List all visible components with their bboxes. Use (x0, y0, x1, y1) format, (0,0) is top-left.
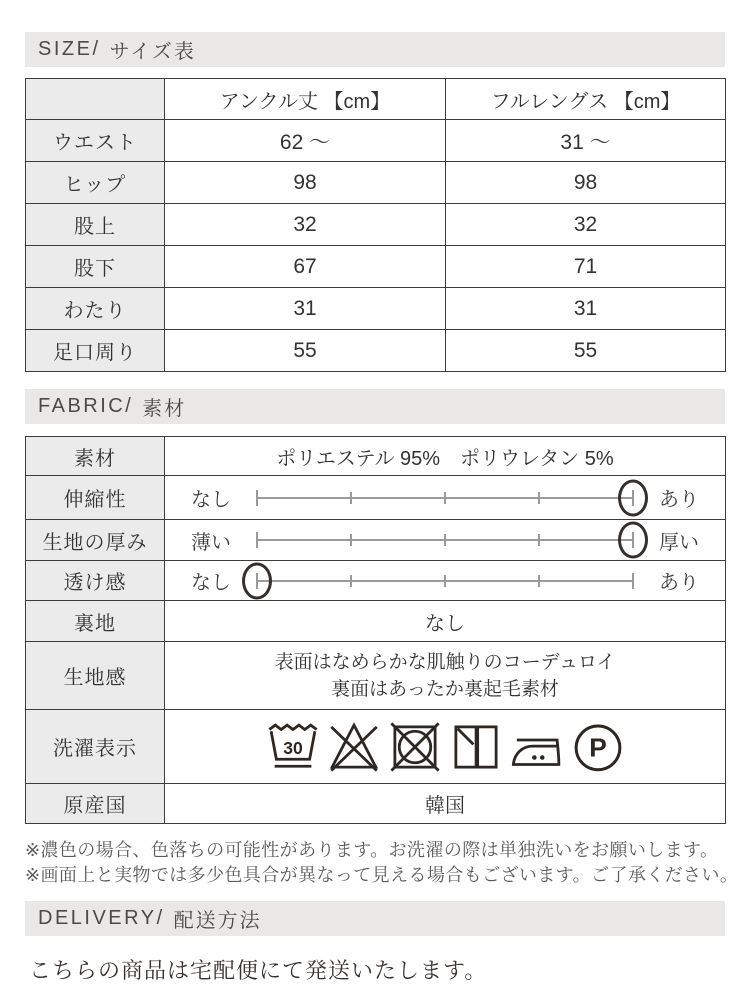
note-line: ※画面上と実物では多少色具合が異なって見える場合もございます。ご了承ください。 (25, 865, 739, 885)
fabric-row-label: 伸縮性 (26, 476, 165, 520)
scale-right-label: 厚い (659, 531, 699, 554)
do-not-bleach-icon (326, 719, 382, 775)
fabric-section-title-en: FABRIC/ (38, 395, 134, 417)
dry-clean-p-icon (570, 719, 626, 775)
table-row (26, 330, 726, 372)
stretch-scale-cell (165, 476, 726, 520)
fabric-section-header (25, 389, 725, 424)
size-value: 98 (165, 162, 446, 204)
size-value: 31 (446, 288, 726, 330)
size-row-label: わたり (26, 288, 165, 330)
fabric-material-row (26, 437, 726, 476)
size-table-header-row (26, 79, 726, 120)
fabric-row-label: 素材 (26, 437, 165, 476)
fabric-texture-row (26, 642, 726, 710)
scale-left-label: 薄い (191, 531, 231, 554)
fabric-row-label: 裏地 (26, 601, 165, 642)
texture-value (165, 642, 726, 710)
fabric-thickness-row (26, 520, 726, 561)
table-row (26, 288, 726, 330)
scale-tick (256, 532, 258, 548)
scale-level-marker-icon (618, 479, 648, 516)
line-dry-in-shade-icon (448, 719, 504, 775)
scale-left-label: なし (191, 489, 231, 511)
fabric-row-label: 生地感 (26, 642, 165, 710)
size-section-title-en: SIZE/ (38, 38, 101, 60)
scale-tick (632, 573, 634, 589)
scale-level-marker-icon (242, 562, 272, 599)
size-col-header-ankle: アンクル丈 【cm】 (165, 79, 446, 120)
wash-30-gentle-icon (265, 719, 321, 775)
note-line: ※濃色の場合、色落ちの可能性があります。お洗濯の際は単独洗いをお願いします。 (25, 840, 719, 860)
scale-right-label: あり (659, 572, 699, 594)
stretch-scale (257, 480, 633, 516)
size-row-label: 股上 (26, 204, 165, 246)
size-value: 62 〜 (165, 120, 446, 162)
scale-tick (444, 492, 446, 504)
scale-tick (538, 492, 540, 504)
fabric-row-label: 洗濯表示 (26, 710, 165, 784)
size-row-label: ヒップ (26, 162, 165, 204)
fabric-lining-row (26, 601, 726, 642)
size-row-label: 股下 (26, 246, 165, 288)
fabric-row-label: 原産国 (26, 784, 165, 824)
texture-line2: 裏面はあったか裏起毛素材 (331, 678, 559, 700)
size-section-header (25, 32, 725, 67)
delivery-section-title-jp: 配送方法 (173, 910, 262, 932)
size-value: 32 (165, 204, 446, 246)
size-value: 67 (165, 246, 446, 288)
iron-medium-icon (509, 719, 565, 775)
sheerness-scale (257, 563, 633, 599)
origin-value: 韓国 (165, 784, 726, 824)
size-value: 31 (165, 288, 446, 330)
fabric-sheerness-row (26, 561, 726, 601)
scale-tick (444, 575, 446, 587)
lining-value: なし (165, 601, 726, 642)
care-symbols-cell (165, 710, 726, 784)
size-value: 31 〜 (446, 120, 726, 162)
fabric-care-row (26, 710, 726, 784)
scale-tick (256, 490, 258, 506)
size-value: 55 (165, 330, 446, 372)
size-table (25, 78, 726, 372)
scale-tick (538, 534, 540, 546)
svg-text:P: P (588, 732, 607, 763)
delivery-method-text: こちらの商品は宅配便にて発送いたします。 (29, 958, 488, 983)
thickness-scale (257, 522, 633, 558)
sheerness-scale-cell (165, 561, 726, 601)
care-notes (25, 838, 745, 888)
thickness-scale-cell (165, 520, 726, 561)
fabric-material-value: ポリエステル 95% ポリウレタン 5% (165, 437, 726, 476)
size-value: 32 (446, 204, 726, 246)
do-not-tumble-dry-icon (387, 719, 443, 775)
size-row-label: 足口周り (26, 330, 165, 372)
size-section-title-jp: サイズ表 (109, 41, 196, 63)
table-row (26, 204, 726, 246)
size-value: 71 (446, 246, 726, 288)
delivery-section-header (25, 901, 725, 936)
delivery-section-title-en: DELIVERY/ (38, 907, 165, 929)
scale-level-marker-icon (618, 522, 648, 559)
scale-tick (444, 534, 446, 546)
table-row (26, 162, 726, 204)
scale-tick (538, 575, 540, 587)
scale-left-label: なし (191, 572, 231, 594)
table-row (26, 246, 726, 288)
scale-tick (350, 534, 352, 546)
fabric-table (25, 436, 726, 824)
size-row-label: ウエスト (26, 120, 165, 162)
size-table-corner-cell (26, 79, 165, 120)
size-col-header-full: フルレングス 【cm】 (446, 79, 726, 120)
size-value: 55 (446, 330, 726, 372)
texture-line1: 表面はなめらかな肌触りのコーデュロイ (274, 651, 616, 673)
scale-right-label: あり (659, 489, 699, 511)
table-row (26, 120, 726, 162)
fabric-row-label: 生地の厚み (26, 520, 165, 561)
size-value: 98 (446, 162, 726, 204)
scale-tick (350, 492, 352, 504)
scale-tick (350, 575, 352, 587)
fabric-stretch-row (26, 476, 726, 520)
fabric-section-title-jp: 素材 (142, 398, 187, 420)
svg-text:30: 30 (282, 737, 303, 758)
fabric-row-label: 透け感 (26, 561, 165, 601)
fabric-origin-row (26, 784, 726, 824)
